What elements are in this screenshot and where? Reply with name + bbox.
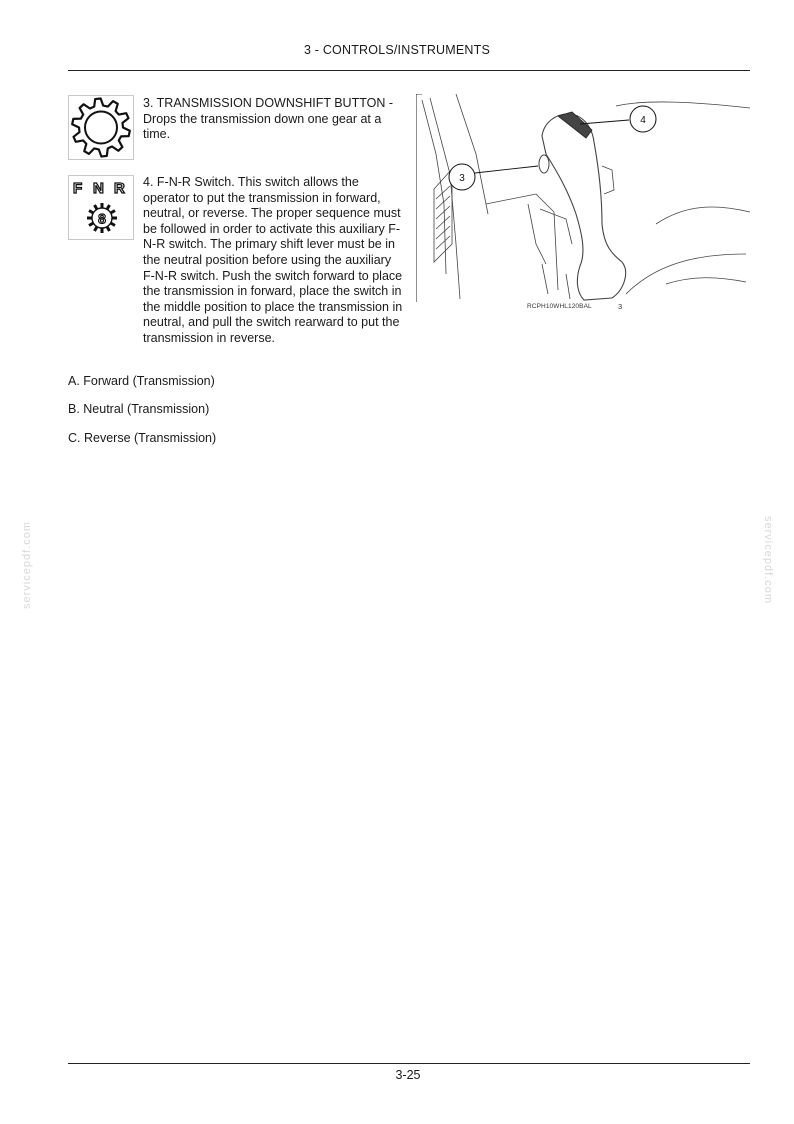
fnr-gear-tooth [111,211,115,214]
watermark-right: servicepdf.com [762,516,774,604]
fnr-switch-icon [68,175,134,240]
fnr-gear-tooth [111,223,115,226]
item-3-text: 3. TRANSMISSION DOWNSHIFT BUTTON - Drops the transmission down one gear at a time. [143,96,394,142]
fnr-letter-r: R [114,180,125,197]
shift-lever-drawing [416,94,750,325]
list-item-reverse: C. Reverse (Transmission) [68,431,217,445]
shift-lever-figure [416,94,750,325]
list-item-forward: A. Forward (Transmission) [68,374,215,388]
fnr-gear-tooth [107,227,110,231]
header-rule [68,70,750,71]
fnr-gear-tooth [95,205,98,209]
figure-code: RCPH10WHL120BAL [527,303,592,310]
fnr-gear-tooth [89,223,93,226]
list-item-neutral: B. Neutral (Transmission) [68,402,210,416]
figure-number: 3 [618,302,623,311]
footer-rule [68,1063,750,1064]
fnr-letter-f: F [73,180,83,197]
fnr-letter-n: N [93,180,104,197]
gear-icon [68,95,134,160]
fnr-gear-tooth [95,227,98,231]
page-header-title: 3 - CONTROLS/INSTRUMENTS [303,43,491,57]
page-number: 3-25 [395,1068,421,1082]
fnr-gear-tooth [89,211,93,214]
watermark-left: servicepdf.com [21,521,33,609]
fnr-digit: 8 [98,210,106,227]
fnr-gear-tooth [107,205,110,209]
callout-3: 3 [459,173,465,184]
callout-4: 4 [640,115,646,126]
item-4-text: 4. F-N-R Switch. This switch allows the operator to put the transmission in forward, neutral, or reverse. The proper sequence must be followed in order to activate this auxiliary F-N-R switch. The primary shift lever must be in the neutral position before using the auxiliary F-N-R switch. Push the switch forward to place the transmission in forward, place the switch in the middle position to place the transmission in neutral, and pull the switch rearward to put the transmission in reverse. [143,175,403,345]
